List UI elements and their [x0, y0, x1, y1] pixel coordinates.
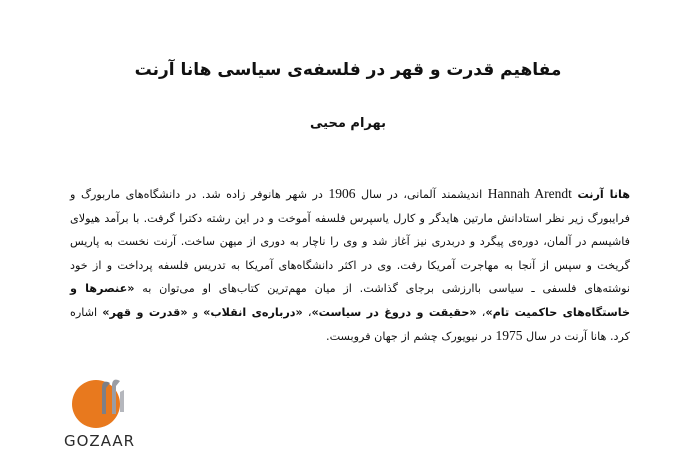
book-title-3: «درباره‌ی انقلاب» [203, 305, 303, 319]
book-title-1: «عنصرها و خاستگاه‌های حاکمیت تام» [70, 282, 631, 319]
lead-name: هانا آرنت [577, 188, 630, 201]
conjunction: و [192, 305, 199, 319]
separator-2: ، [307, 305, 312, 319]
death-year: 1975 [495, 328, 523, 343]
separator-1: ، [481, 305, 486, 319]
birth-year: 1906 [328, 186, 356, 201]
author-name: بهرام محیی [310, 116, 386, 131]
document-title: مفاهیم قدرت و قهر در فلسفه‌ی سیاسی هانا آرنت [134, 60, 562, 80]
logo-wordmark: GOZAAR [64, 432, 136, 450]
book-title-4: «قدرت و قهر» [102, 305, 188, 319]
logo-bars-icon [96, 376, 126, 416]
paragraph-part-3: اشاره کرد. هانا آرنت در سال [70, 305, 630, 343]
paragraph-part-1: اندیشمند آلمانی، در سال [360, 188, 483, 201]
book-title-2: «حقیقت و دروغ در سیاست» [311, 305, 477, 319]
latin-name: Hannah Arendt [487, 186, 572, 201]
paragraph-part-2: در شهر هانوفر زاده شد. در دانشگاه‌های ماربورگ و فرایبورگ زیر نظر استادانش مارتین هایدگر و کارل یاسپرس فلسفه آموخت و در این رشته دکترا گرفت. با برآمد هیولای فاشیسم در آلمان، دوره‌ی پیگرد و دربدری نیز آغاز شد و وی را ناچار به دوری از میهن ساخت. آرنت نخست به پاریس گریخت و سپس از آنجا به مهاجرت آمریکا رفت. وی در اکثر دانشگاه‌های آمریکا به تدریس فلسفه پرداخت و از خود نوشته‌های فلسفی ـ سیاسی باارزشی برجای گذاشت. از میان مهم‌ترین کتاب‌های او می‌توان به [70, 188, 630, 295]
gozaar-logo [62, 376, 152, 452]
body-paragraph [70, 182, 630, 349]
paragraph-part-4: در نیویورک چشم از جهان فروبست. [326, 330, 492, 343]
